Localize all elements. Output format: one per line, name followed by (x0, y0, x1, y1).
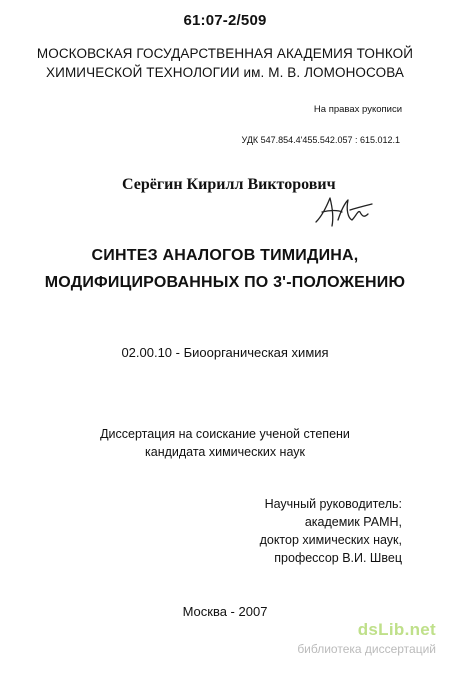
udk-code: УДК 547.854.4'455.542.057 : 615.012.1 (241, 135, 400, 145)
institution-line-1: МОСКОВСКАЯ ГОСУДАРСТВЕННАЯ АКАДЕМИЯ ТОНКОЙ (36, 46, 414, 61)
supervisor-degree: доктор химических наук, (259, 533, 402, 547)
rights-note: На правах рукописи (313, 104, 402, 115)
supervisor-name: профессор В.И. Швец (274, 551, 402, 565)
supervisor-title: академик РАМН, (304, 515, 402, 529)
title-line-2: МОДИФИЦИРОВАННЫХ ПО 3'-ПОЛОЖЕНИЮ (44, 274, 406, 291)
watermark (297, 620, 436, 656)
handwritten-signature (312, 190, 376, 234)
institution-line-2: ХИМИЧЕСКОЙ ТЕХНОЛОГИИ им. М. В. ЛОМОНОСОВА (46, 65, 404, 80)
institution-name (0, 44, 450, 82)
watermark-logo: dsLib.net (357, 620, 436, 639)
supervisor-heading: Научный руководитель: (264, 497, 402, 511)
author-name: Серёгин Кирилл Викторович (122, 176, 336, 193)
degree-statement (0, 425, 450, 461)
title-line-1: СИНТЕЗ АНАЛОГОВ ТИМИДИНА, (91, 247, 359, 264)
specialty: 02.00.10 - Биоорганическая химия (121, 345, 329, 360)
archive-code: 61:07-2/509 (183, 12, 267, 29)
degree-line-2: кандидата химических наук (145, 445, 305, 459)
city-year: Москва - 2007 (182, 604, 268, 619)
degree-line-1: Диссертация на соискание ученой степени (100, 427, 350, 441)
supervisor-block (202, 495, 402, 567)
watermark-subtitle: библиотека диссертаций (297, 642, 436, 656)
dissertation-title (0, 242, 450, 296)
